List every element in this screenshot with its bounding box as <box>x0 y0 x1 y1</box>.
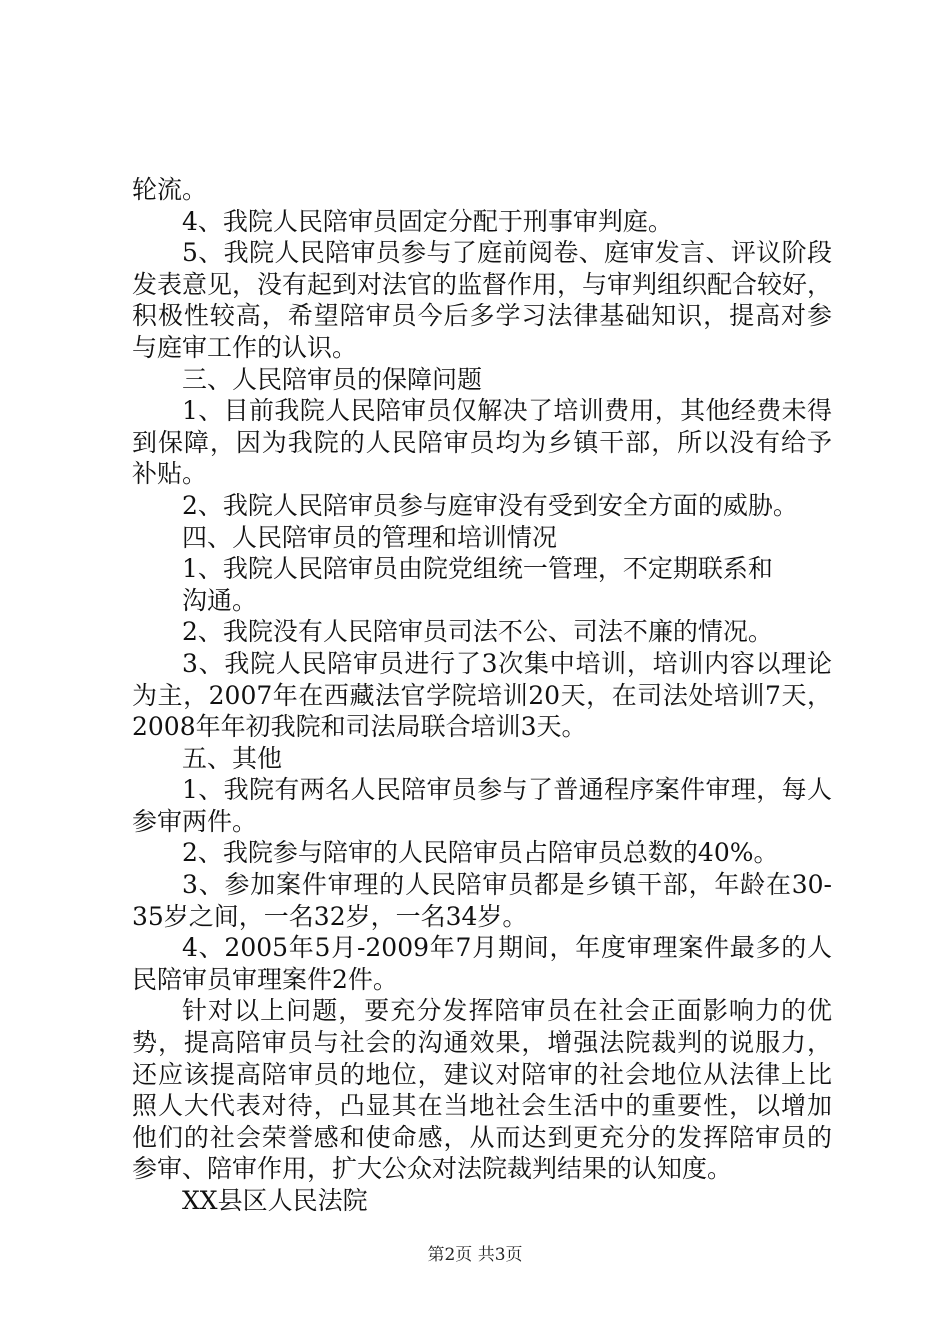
text-line: 民陪审员审理案件2件。 <box>132 964 398 994</box>
text-line: 2008年年初我院和司法局联合培训3天。 <box>132 712 587 742</box>
text-line: 3、参加案件审理的人民陪审员都是乡镇干部，年龄在30- <box>182 870 832 900</box>
text-line: 4、我院人民陪审员固定分配于刑事审判庭。 <box>182 206 673 236</box>
text-line: 5、我院人民陪审员参与了庭前阅卷、庭审发言、评议阶段 <box>182 238 832 268</box>
text-line: 1、我院人民陪审员由院党组统一管理，不定期联系和 <box>182 554 773 584</box>
text-line: 4、2005年5月-2009年7月期间，年度审理案件最多的人 <box>182 933 832 963</box>
text-line: 轮流。 <box>132 175 208 204</box>
text-line: 参审、陪审作用，扩大公众对法院裁判结果的认知度。 <box>132 1154 733 1184</box>
text-line: 与庭审工作的认识。 <box>132 332 358 362</box>
text-line: 为主，2007年在西藏法官学院培训20天，在司法处培训7天， <box>132 680 832 710</box>
text-line: 到保障，因为我院的人民陪审员均为乡镇干部，所以没有给予 <box>132 427 832 457</box>
text-line: 沟通。 <box>182 585 258 615</box>
text-line: 3、我院人民陪审员进行了3次集中培训，培训内容以理论 <box>182 648 832 678</box>
document-body <box>132 174 832 1217</box>
text-line: 还应该提高陪审员的地位，建议对陪审的社会地位从法律上比 <box>132 1059 832 1089</box>
text-line: 势，提高陪审员与社会的沟通效果，增强法院裁判的说服力， <box>132 1028 832 1058</box>
text-line: 针对以上问题，要充分发挥陪审员在社会正面影响力的优 <box>182 996 832 1026</box>
text-line: 发表意见，没有起到对法官的监督作用，与审判组织配合较好， <box>132 269 833 299</box>
text-line: 2、我院没有人民陪审员司法不公、司法不廉的情况。 <box>182 617 773 647</box>
section-heading: 五、其他 <box>182 743 283 773</box>
text-line: 35岁之间，一名32岁，一名34岁。 <box>132 901 528 931</box>
text-line: 参审两件。 <box>132 806 258 836</box>
page-number-footer: 第2页 共3页 <box>427 1245 523 1265</box>
text-line: 积极性较高，希望陪审员今后多学习法律基础知识，提高对参 <box>132 301 832 331</box>
text-line: 照人大代表对待，凸显其在当地社会生活中的重要性，以增加 <box>132 1091 832 1121</box>
text-line: 补贴。 <box>132 459 208 489</box>
section-heading: 四、人民陪审员的管理和培训情况 <box>182 522 558 552</box>
text-line: 1、我院有两名人民陪审员参与了普通程序案件审理，每人 <box>182 775 832 805</box>
section-heading: 三、人民陪审员的保障问题 <box>182 364 483 394</box>
text-line: 2、我院参与陪审的人民陪审员占陪审员总数的40%。 <box>182 838 779 868</box>
text-line: 2、我院人民陪审员参与庭审没有受到安全方面的威胁。 <box>182 490 798 520</box>
text-line: 他们的社会荣誉感和使命感，从而达到更充分的发挥陪审员的 <box>132 1122 832 1152</box>
text-line: 1、目前我院人民陪审员仅解决了培训费用，其他经费未得 <box>182 396 832 426</box>
signature-line: XX县区人民法院 <box>182 1186 368 1215</box>
